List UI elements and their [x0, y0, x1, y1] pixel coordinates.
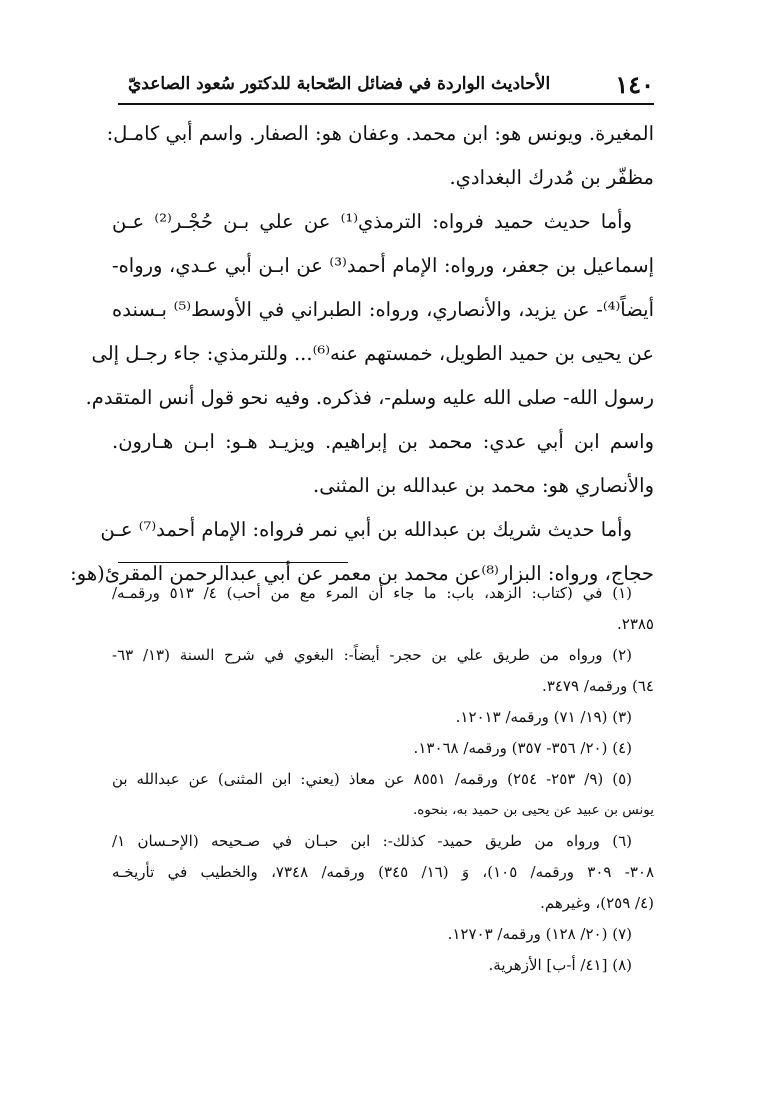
running-title: الأحاديث الواردة في فضائل الصّحابة للدكتور سُعود الصاعديّ	[128, 74, 551, 94]
text-line: والأنصاري هو: محمد بن عبدالله بن المثنى.	[313, 474, 654, 497]
footnote-line: (٢) ورواه من طريق علي بن حجر- أيضاً-: البغوي في شرح السنة (١٣/ ٦٣-	[112, 646, 632, 664]
footnote-line: ٦٤) ورقمه/ ٣٤٧٩.	[542, 677, 654, 695]
footnote-line: (٤/ ٢٥٩)، وغيرهم.	[540, 894, 654, 912]
footnote-divider	[118, 562, 348, 563]
footnote-line: يونس بن عبيد عن يحيى بن حميد به، بنحوه.	[412, 802, 654, 818]
text-line: وأما حديث حميد فرواه: الترمذي⁽¹⁾ عن علي بـن حُجْـر⁽²⁾ عـن	[112, 210, 633, 233]
footnote-line: (٨) [٤١/ أ-ب] الأزهرية.	[488, 956, 632, 974]
page-number: ١٤٠	[615, 70, 654, 99]
footnotes	[112, 578, 654, 981]
text-line: رسول الله- صلى الله عليه وسلم-، فذكره. وفيه نحو قول أنس المتقدم.	[85, 386, 654, 409]
footnote-line: (٦) ورواه من طريق حميد- كذلك-: ابن حبـان في صـحيحه (الإحـسان ١/	[112, 832, 632, 850]
text-line: وأما حديث شريك بن عبدالله بن أبي نمر فرواه: الإمام أحمد⁽⁷⁾ عـن	[100, 518, 632, 541]
text-line: واسم ابن أبي عدي: محمد بن إبراهيم. ويزيـد هـو: ابـن هـارون.	[112, 430, 654, 453]
footnote-line: (٥) (٩/ ٢٥٣- ٢٥٤) ورقمه/ ٨٥٥١ عن معاذ (يعني: ابن المثنى) عن عبدالله بن	[112, 770, 632, 788]
page-header	[128, 70, 654, 100]
text-line: مظفّر بن مُدرك البغدادي.	[449, 166, 654, 189]
text-line: عن يحيى بن حميد الطويل، خمستهم عنه⁽⁶⁾... وللترمذي: جاء رجـل إلى	[91, 342, 654, 365]
text-line: حجاج، ورواه: البزار⁽⁸⁾عن محمد بن معمر عن أبي عبدالرحمن المقرئ(هو:	[70, 562, 654, 585]
footnote-line: (٤) (٢٠/ ٣٥٦- ٣٥٧) ورقمه/ ١٣٠٦٨.	[413, 739, 632, 757]
footnote-line: (٣) (١٩/ ٧١) ورقمه/ ١٢٠١٣.	[455, 708, 632, 726]
main-text	[70, 112, 655, 596]
footnote-line: (٧) (٢٠/ ١٢٨) ورقمه/ ١٢٧٠٣.	[447, 925, 632, 943]
footnote-line: ٢٣٨٥.	[616, 615, 654, 633]
text-line: المغيرة. ويونس هو: ابن محمد. وعفان هو: الصفار. واسم أبي كامـل:	[106, 122, 654, 145]
footnote-line: ٣٠٨- ٣٠٩ ورقمه/ ١٠٥)، وَ (١٦/ ٣٤٥) ورقمه/ ٧٣٤٨، والخطيب في تأريخـه	[112, 863, 654, 881]
text-line: إسماعيل بن جعفر، ورواه: الإمام أحمد⁽³⁾ عن ابـن أبي عـدي، ورواه-	[112, 254, 655, 277]
text-line: أيضاً⁽⁴⁾- عن يزيد، والأنصاري، ورواه: الطبراني في الأوسط⁽⁵⁾ بـسنده	[112, 298, 654, 321]
header-divider	[118, 103, 654, 105]
footnote-line: (١) في (كتاب: الزهد، باب: ما جاء أن المرء مع من أحب) ٤/ ٥١٣ ورقمـه/	[112, 584, 632, 602]
